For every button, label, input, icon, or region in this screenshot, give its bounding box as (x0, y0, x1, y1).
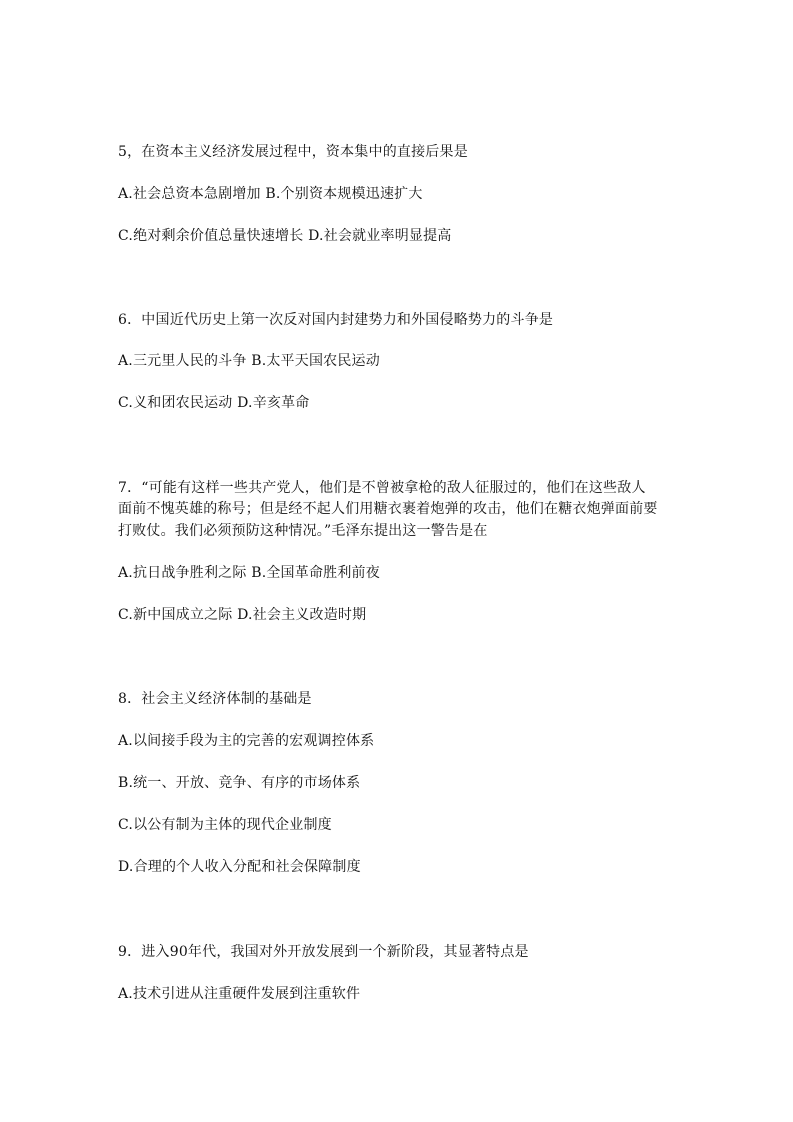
question-8-stem: 8．社会主义经济体制的基础是 (118, 691, 312, 707)
question-5-option-line-2: C.绝对剩余价值总量快速增长 D.社会就业率明显提高 (118, 228, 452, 244)
question-7-option-line-1: A.抗日战争胜利之际 B.全国革命胜利前夜 (118, 565, 380, 581)
question-6-option-line-1: A.三元里人民的斗争 B.太平天国农民运动 (118, 353, 380, 369)
question-6-option-line-2: C.义和团农民运动 D.辛亥革命 (118, 395, 310, 411)
question-8-option-b: B.统一、开放、竞争、有序的市场体系 (118, 775, 361, 791)
question-8-option-d: D.合理的个人收入分配和社会保障制度 (118, 859, 361, 875)
question-5-option-line-1: A.社会总资本急剧增加 B.个别资本规模迅速扩大 (118, 186, 423, 202)
question-9-stem: 9．进入90年代，我国对外开放发展到一个新阶段，其显著特点是 (118, 944, 529, 960)
question-9-option-a: A.技术引进从注重硬件发展到注重软件 (118, 986, 361, 1002)
question-5-stem: 5，在资本主义经济发展过程中，资本集中的直接后果是 (118, 144, 468, 160)
question-8-option-a: A.以间接手段为主的完善的宏观调控体系 (118, 733, 375, 749)
question-8-option-c: C.以公有制为主体的现代企业制度 (118, 817, 332, 833)
question-6-stem: 6．中国近代历史上第一次反对国内封建势力和外国侵略势力的斗争是 (118, 312, 554, 328)
question-7-option-line-2: C.新中国成立之际 D.社会主义改造时期 (118, 607, 367, 623)
question-7-stem-line-2: 面前不愧英雄的称号；但是经不起人们用糖衣裹着炮弹的攻击，他们在糖衣炮弹面前要 (118, 501, 658, 517)
question-7-stem-line-3: 打败仗。我们必须预防这种情况。”毛泽东提出这一警告是在 (118, 523, 488, 539)
question-7-stem-line-1: 7．“可能有这样一些共产党人，他们是不曾被拿枪的敌人征服过的，他们在这些敌人 (118, 480, 646, 496)
